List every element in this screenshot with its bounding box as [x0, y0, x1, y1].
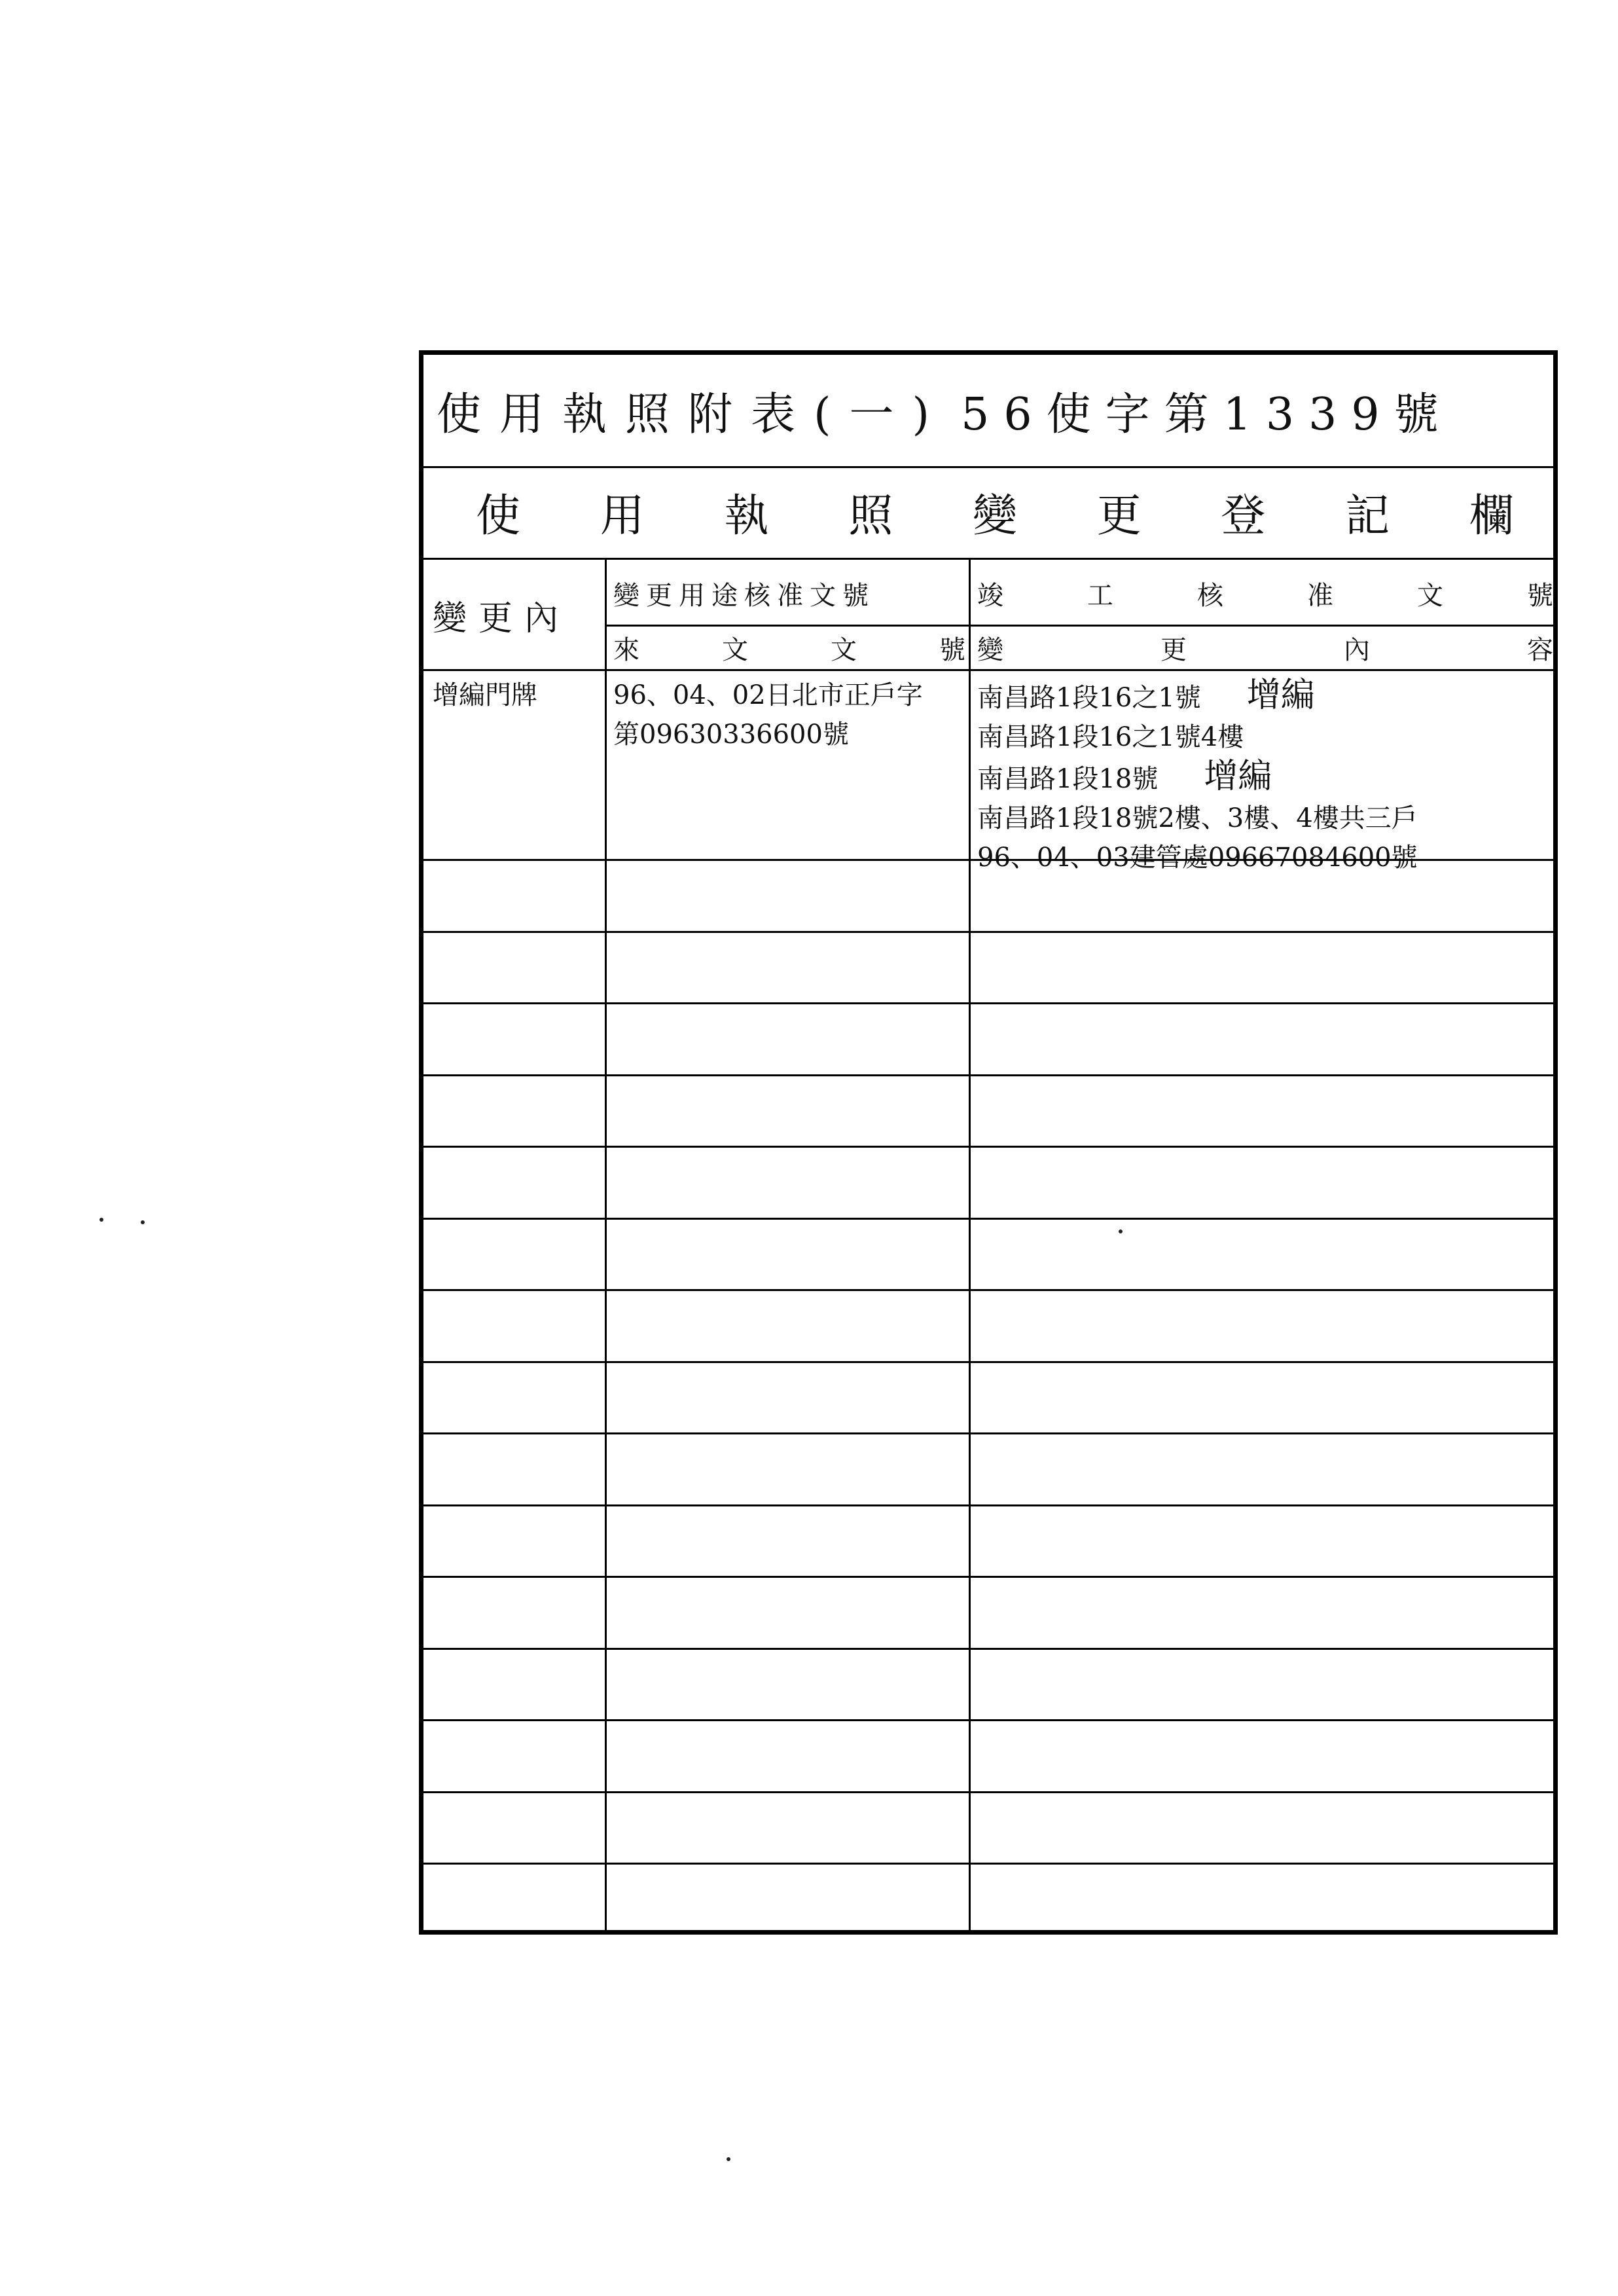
permit-number: 56使字第1339號 — [961, 388, 1453, 441]
doc-line-2: 第09630336600號 — [613, 720, 849, 750]
row-divider — [423, 1576, 1553, 1578]
row-divider — [423, 1002, 1553, 1004]
row-divider — [423, 1074, 1553, 1076]
row-divider — [423, 1432, 1553, 1434]
row-divider — [423, 1648, 1553, 1650]
header-char: 准 — [1307, 580, 1333, 611]
header-mid-divider — [605, 625, 1553, 627]
column-divider-2 — [969, 558, 971, 1935]
section-title-char: 變 — [972, 490, 1017, 542]
detail-line-text: 南昌路1段16之1號 — [977, 683, 1201, 713]
detail-line-text: 南昌路1段16之1號4樓 — [977, 722, 1244, 752]
scan-speck — [141, 1220, 145, 1224]
detail-line-text: 南昌路1段18號2樓、3樓、4樓共三戶 — [977, 803, 1418, 833]
detail-line — [977, 838, 1418, 877]
row-divider — [423, 1289, 1553, 1291]
scan-speck — [727, 2157, 730, 2161]
detail-line-text: 96、04、03建管處09667084600號 — [977, 843, 1418, 873]
header-char: 核 — [1197, 580, 1223, 611]
detail-line — [977, 757, 1418, 799]
row-divider — [423, 1146, 1553, 1148]
header-bottom-divider — [423, 669, 1553, 671]
header-char: 變 — [977, 634, 1003, 665]
row-doc-number — [613, 676, 923, 754]
header-char: 來 — [613, 634, 639, 665]
header-char: 更 — [1160, 634, 1187, 665]
section-title — [423, 466, 1553, 558]
registration-form — [419, 350, 1558, 1935]
header-char: 文 — [1417, 580, 1443, 611]
header-char: 號 — [939, 634, 965, 665]
scan-speck — [99, 1218, 103, 1222]
detail-line — [977, 676, 1418, 718]
form-title — [423, 355, 1553, 466]
scan-speck — [1119, 1230, 1123, 1233]
row-divider — [423, 1719, 1553, 1721]
header-incoming-doc-no — [613, 629, 965, 666]
header-char: 竣 — [977, 580, 1003, 611]
section-title-char: 更 — [1096, 490, 1142, 542]
column-divider-1 — [605, 558, 607, 1935]
row-divider — [423, 1863, 1553, 1865]
section-title-char: 記 — [1345, 490, 1390, 542]
section-title-char: 登 — [1221, 490, 1266, 542]
detail-line-tag: 增編 — [1204, 757, 1272, 796]
detail-line — [977, 718, 1418, 757]
row-divider — [423, 1791, 1553, 1793]
row-change-detail — [977, 676, 1418, 877]
detail-line — [977, 799, 1418, 838]
header-char: 容 — [1527, 634, 1553, 665]
detail-line-tag: 增編 — [1246, 676, 1315, 715]
row-divider — [423, 1504, 1553, 1506]
header-change-content: 變更內 — [433, 598, 571, 638]
section-title-char: 使 — [476, 490, 521, 542]
header-char: 文 — [722, 634, 748, 665]
divider — [423, 558, 1553, 560]
header-approval-doc-no: 變更用途核准文號 — [613, 580, 875, 611]
form-title-prefix: 使用執照附表(一) — [437, 388, 948, 441]
row-divider — [423, 931, 1553, 933]
row-type: 增編門牌 — [433, 680, 537, 710]
header-char: 工 — [1087, 580, 1113, 611]
row-divider — [423, 859, 1553, 861]
header-change-detail — [977, 629, 1553, 666]
section-title-char: 執 — [724, 490, 769, 542]
section-title-char: 用 — [600, 490, 645, 542]
row-divider — [423, 1361, 1553, 1363]
detail-line-text: 南昌路1段18號 — [977, 764, 1159, 794]
section-title-char: 照 — [848, 490, 893, 542]
header-char: 號 — [1527, 580, 1553, 611]
header-char: 文 — [831, 634, 857, 665]
section-title-char: 欄 — [1469, 490, 1514, 542]
row-divider — [423, 1218, 1553, 1220]
header-completion-doc-no — [977, 564, 1553, 622]
header-char: 內 — [1344, 634, 1370, 665]
doc-line-1: 96、04、02日北市正戶字 — [613, 680, 923, 710]
